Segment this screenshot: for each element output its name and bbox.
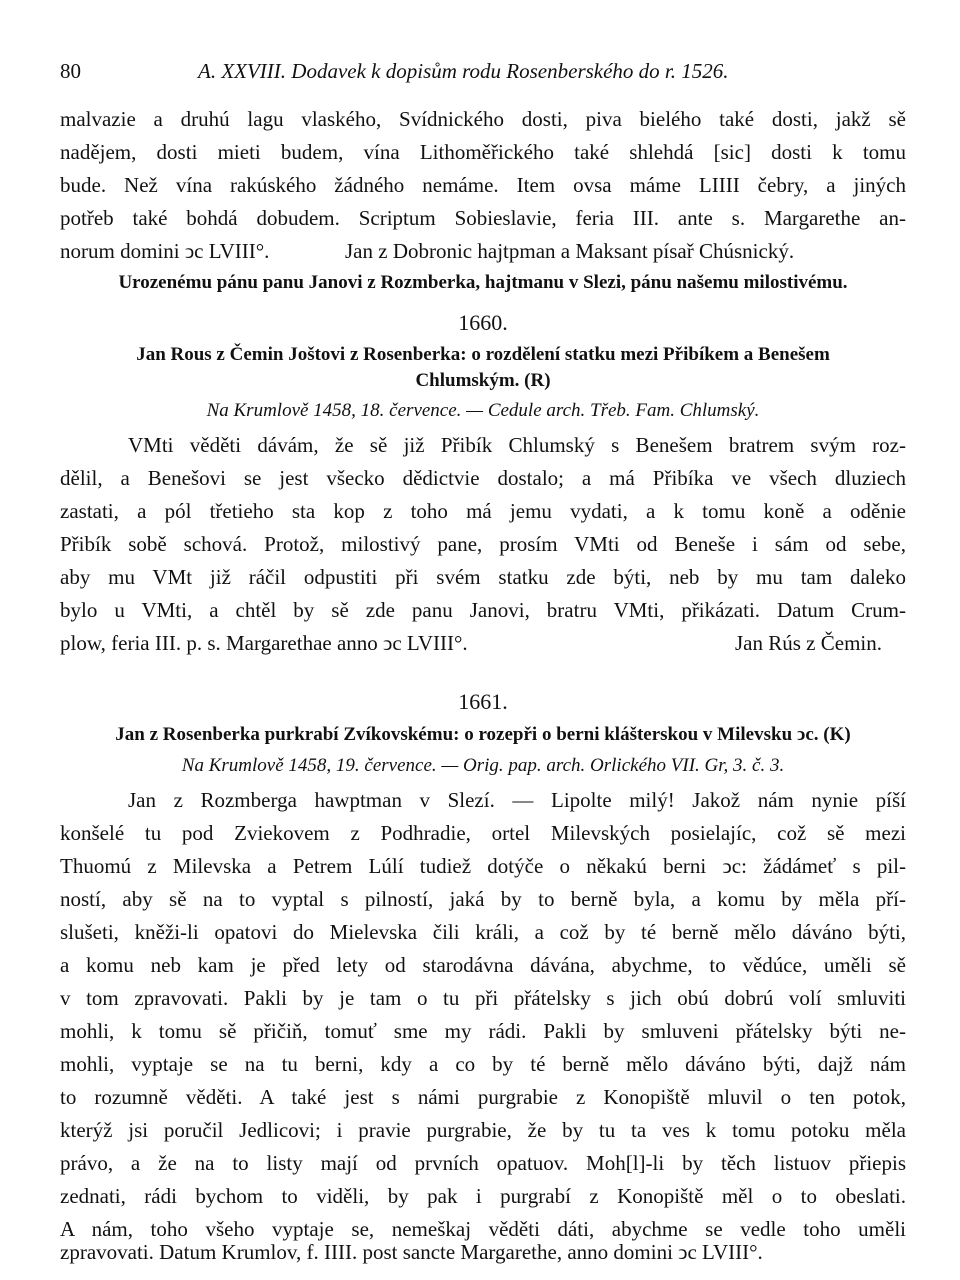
page-number: 80 (60, 59, 81, 83)
body-line: zednati, rádi bychom to viděli, by pak i purgrabí z Konopiště měl o to obeslati. (60, 1184, 906, 1208)
document-number: 1661. (458, 689, 508, 714)
closing-line (60, 627, 906, 660)
body-line: zastati, a pól třetieho sta kop z toho má jemu vydati, a k tomu koně a oděnie (60, 499, 906, 523)
body-line: nadějem, dosti mieti budem, vína Lithoměřického také shlehdá [sic] dosti k tomu (60, 140, 906, 164)
body-line: v tom zpravovati. Pakli by je tam o tu při přátelsky s jich obú dobrú volí smluviti (60, 986, 906, 1010)
body-line: konšelé tu pod Zviekovem z Podhradie, ortel Milevských posielajíc, což sě mezi (60, 821, 906, 845)
running-title: A. XXVIII. Dodavek k dopisům rodu Rosenberského do r. 1526. (198, 59, 729, 83)
body-line: kterýž jsi poručil Jedlicovi; i pravie purgrabie, že by tu ta ves k tomu potoku měla (60, 1118, 906, 1142)
source-note: Na Krumlově 1458, 18. července. — Cedule arch. Třeb. Fam. Chlumský. (206, 400, 760, 421)
body-line: Thuomú z Milevska a Petrem Lúlí tudiež dotýče o někakú berni ↄc: žádámeť s pil- (60, 854, 906, 878)
body-line: Přibík sobě schová. Protož, milostivý pane, prosím VMti od Beneše i sám od sebe, (60, 532, 906, 556)
closing-line (60, 235, 906, 268)
body-line: malvazie a druhú lagu vlaského, Svídnického dosti, piva bielého také dosti, jakž sě (60, 107, 906, 131)
document-summary: Jan z Rosenberka purkrabí Zvíkovskému: o rozepři o berni klášterskou v Milevsku ↄc. (K) (115, 724, 851, 745)
body-line: slušeti, kněži-li opatovi do Mielevska čili králi, a což by té berně mělo dáváno býti, (60, 920, 906, 944)
document-summary: Jan Rous z Čemin Joštovi z Rosenberka: o rozdělení statku mezi Přibíkem a Benešem (136, 344, 830, 365)
closing-line: zpravovati. Datum Krumlov, f. IIII. post sancte Margarethe, anno domini ↄc LVIII°. (60, 1240, 763, 1264)
document-number: 1660. (458, 310, 508, 335)
signature: Jan z Dobronic hajtpman a Maksant písař Chúsnický. (345, 239, 795, 263)
body-line: to rozumně věděti. A také jest s námi purgrabie z Konopiště mluvil o ten potok, (60, 1085, 906, 1109)
body-line: bylo u VMti, a chtěl by sě zde panu Janovi, bratru VMti, přikázati. Datum Crum- (60, 598, 906, 622)
body-line: Jan z Rozmberga hawptman v Slezí. — Lipolte milý! Jakož nám nynie píší (128, 788, 906, 812)
body-line: a komu neb kam je před lety od starodávna dávána, abychme, to vědúce, uměli sě (60, 953, 906, 977)
body-line: bude. Než vína rakúského žádného nemáme. Item ovsa máme LIIII čebry, a jiných (60, 173, 906, 197)
signature: Jan Rús z Čemin. (735, 631, 882, 655)
running-header (60, 56, 900, 86)
body-line: ností, aby sě na to vyptal s pilností, jaká by to berně byla, a komu by měla pří- (60, 887, 906, 911)
body-line: A nám, toho všeho vyptaje se, nemeškaj věděti dáti, abychme se vedle toho uměli (60, 1217, 906, 1241)
document-summary: Chlumským. (R) (415, 370, 551, 391)
body-line: VMti věděti dávám, že sě již Přibík Chlumský s Benešem bratrem svým roz- (128, 433, 906, 457)
body-line: dělil, a Benešovi se jest všecko dědictvie dostalo; a má Přibíka ve všech dluziech (60, 466, 906, 490)
address-line: Urozenému pánu panu Janovi z Rozmberka, hajtmanu v Slezi, pánu našemu milostivému. (118, 272, 848, 293)
body-line: mohli, vyptaje se na tu berni, kdy a co by té berně mělo dáváno býti, dajž nám (60, 1052, 906, 1076)
body-line: mohli, k tomu sě přičiň, tomuť sme my rádi. Pakli by smluveni přátelsky býti ne- (60, 1019, 906, 1043)
body-line: právo, a že na to listy mají od prvních opatuov. Moh[l]-li by těch listuov přiepis (60, 1151, 906, 1175)
body-line: aby mu VMt již ráčil odpustiti při svém statku zde býti, neb by mu tam daleko (60, 565, 906, 589)
source-note: Na Krumlově 1458, 19. července. — Orig. pap. arch. Orlického VII. Gr, 3. č. 3. (181, 755, 785, 776)
body-line: potřeb také bohdá dobudem. Scriptum Sobieslavie, feria III. ante s. Margarethe an- (60, 206, 906, 230)
dating-text: plow, feria III. p. s. Margarethae anno ↄc LVIII°. (60, 631, 468, 655)
dating-text: norum domini ↄc LVIII°. (60, 239, 270, 263)
